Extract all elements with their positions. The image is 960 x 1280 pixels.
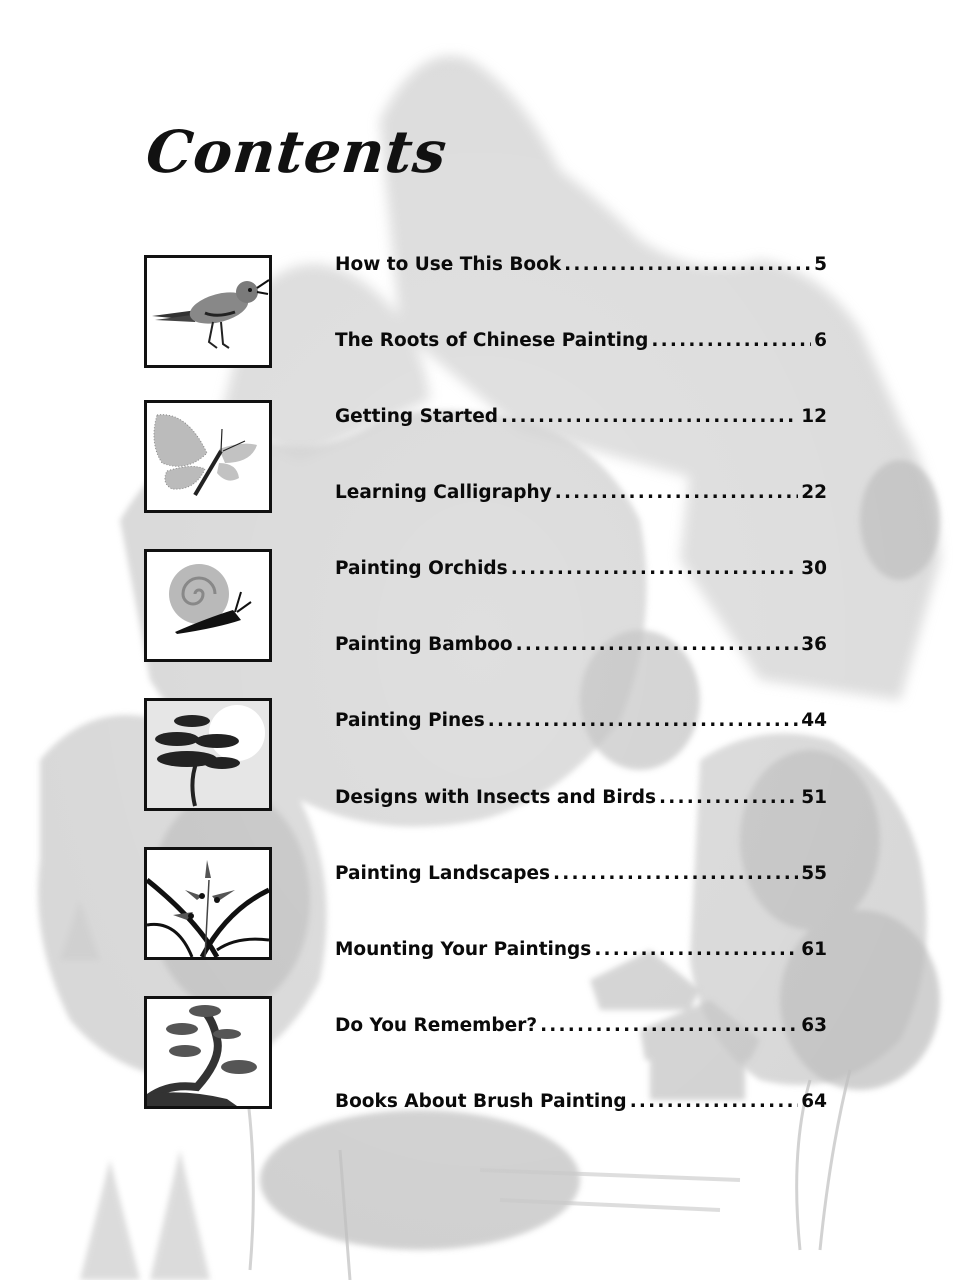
toc-entry[interactable] <box>335 634 827 658</box>
toc-entry[interactable] <box>335 787 827 811</box>
toc-page-number: 6 <box>814 330 827 351</box>
toc-page-number: 61 <box>801 939 827 960</box>
dot-leader <box>651 330 811 351</box>
toc-page-number: 55 <box>801 863 827 884</box>
toc-page-number: 22 <box>801 482 827 503</box>
bonsai-icon <box>147 999 269 1106</box>
dot-leader <box>553 863 798 884</box>
butterfly-thumbnail <box>144 400 272 513</box>
dot-leader <box>594 939 798 960</box>
toc-page-number: 63 <box>801 1015 827 1036</box>
toc-entry[interactable] <box>335 254 827 278</box>
orchid-thumbnail <box>144 847 272 960</box>
pine-moon-icon <box>147 701 269 808</box>
toc-label: Learning Calligraphy <box>335 482 552 503</box>
toc-label: Do You Remember? <box>335 1015 538 1036</box>
toc-entry[interactable] <box>335 710 827 734</box>
toc-label: How to Use This Book <box>335 254 562 275</box>
toc-page-number: 64 <box>801 1091 827 1112</box>
snail-icon <box>147 552 269 659</box>
dot-leader <box>511 558 799 579</box>
toc-label: Painting Pines <box>335 710 485 731</box>
toc-page-number: 30 <box>801 558 827 579</box>
toc-entry[interactable] <box>335 939 827 963</box>
toc-page-number: 44 <box>801 710 827 731</box>
toc-entry[interactable] <box>335 482 827 506</box>
butterfly-icon <box>147 403 269 510</box>
toc-page-number: 51 <box>801 787 827 808</box>
toc-page-number: 5 <box>814 254 827 275</box>
toc-entry[interactable] <box>335 863 827 887</box>
dot-leader <box>516 634 799 655</box>
toc-entry[interactable] <box>335 1091 827 1115</box>
dot-leader <box>540 1015 798 1036</box>
pine-moon-thumbnail <box>144 698 272 811</box>
toc-label: Painting Orchids <box>335 558 508 579</box>
snail-thumbnail <box>144 549 272 662</box>
toc-page-number: 12 <box>801 406 827 427</box>
toc-label: Books About Brush Painting <box>335 1091 627 1112</box>
orchid-icon <box>147 850 269 957</box>
bird-icon <box>147 258 269 365</box>
toc-label: Painting Landscapes <box>335 863 551 884</box>
toc-entry[interactable] <box>335 330 827 354</box>
dot-leader <box>555 482 799 503</box>
toc-label: The Roots of Chinese Painting <box>335 330 649 351</box>
bird-thumbnail <box>144 255 272 368</box>
toc-label: Mounting Your Paintings <box>335 939 592 960</box>
toc-entry[interactable] <box>335 406 827 430</box>
page-title: Contents <box>143 118 451 186</box>
dot-leader <box>659 787 798 808</box>
toc-page-number: 36 <box>801 634 827 655</box>
toc-label: Painting Bamboo <box>335 634 513 655</box>
dot-leader <box>630 1091 799 1112</box>
dot-leader <box>501 406 798 427</box>
toc-label: Designs with Insects and Birds <box>335 787 657 808</box>
toc-entry[interactable] <box>335 1015 827 1039</box>
dot-leader <box>564 254 811 275</box>
bonsai-thumbnail <box>144 996 272 1109</box>
dot-leader <box>488 710 799 731</box>
toc-entry[interactable] <box>335 558 827 582</box>
toc-label: Getting Started <box>335 406 499 427</box>
